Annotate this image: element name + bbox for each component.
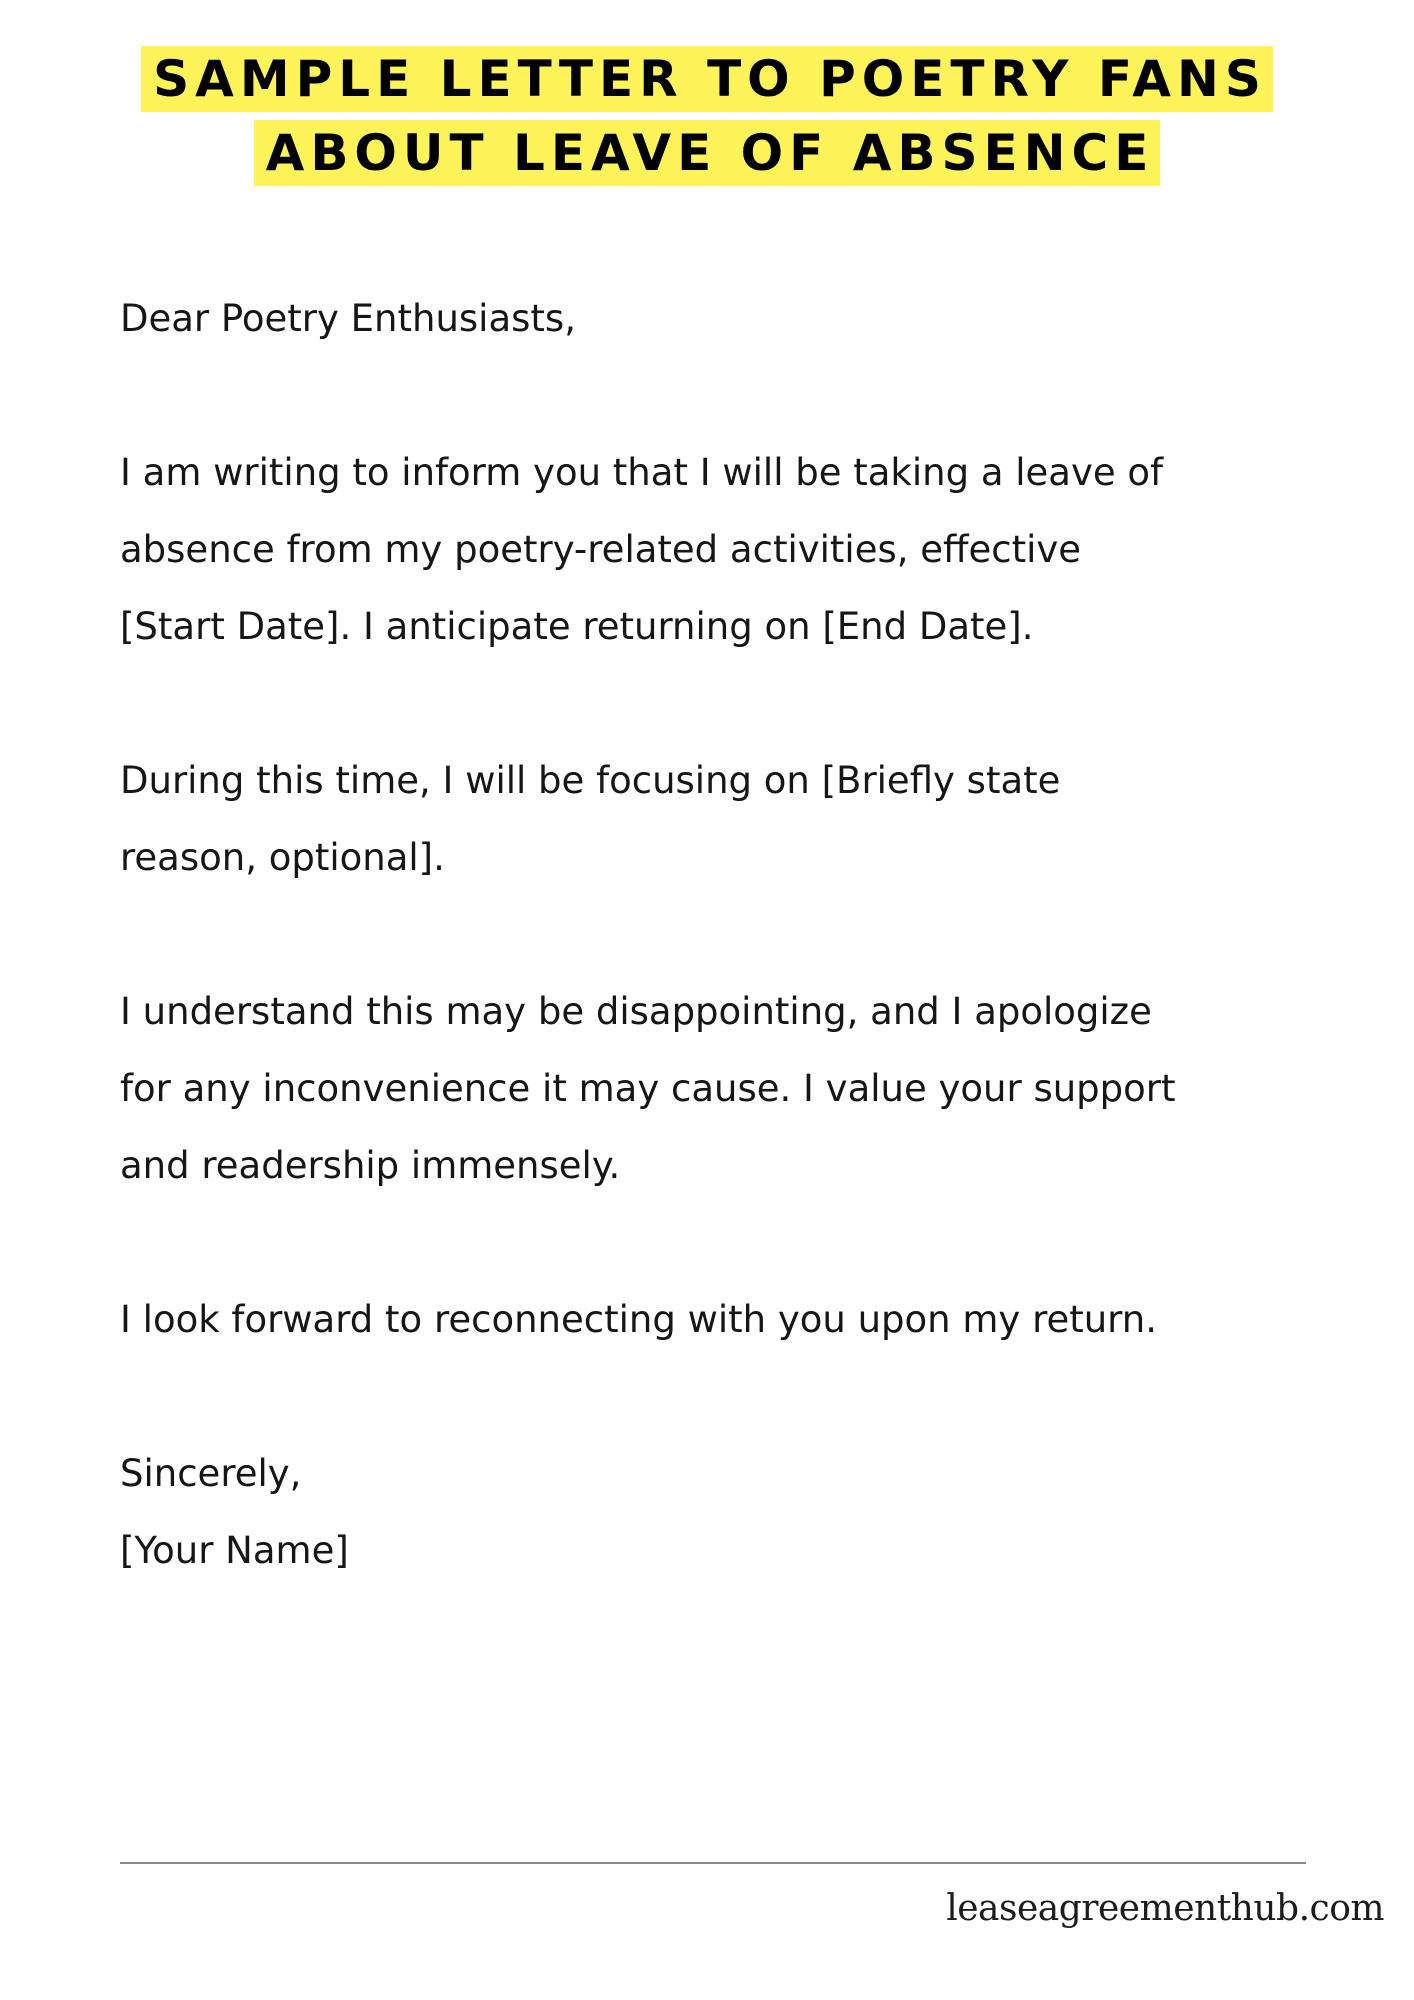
page-title bbox=[0, 46, 1414, 194]
paragraph-apology bbox=[120, 973, 1340, 1204]
footer-site-name: leaseagreementhub.com bbox=[946, 1888, 1384, 1929]
title-text-line-1: SAMPLE LETTER TO POETRY FANS bbox=[141, 46, 1273, 112]
title-line-2 bbox=[0, 120, 1414, 186]
paragraph-spacer bbox=[120, 357, 1340, 434]
paragraph-spacer bbox=[120, 1204, 1340, 1281]
paragraph-line: During this time, I will be focusing on [Briefly state bbox=[120, 759, 1061, 802]
paragraph-return: I look forward to reconnecting with you upon my return. bbox=[120, 1298, 1157, 1341]
paragraph-line: absence from my poetry-related activities, effective bbox=[120, 528, 1082, 571]
paragraph-spacer bbox=[120, 665, 1340, 742]
closing: Sincerely, bbox=[120, 1452, 302, 1495]
footer-divider bbox=[120, 1862, 1306, 1864]
signature: [Your Name] bbox=[120, 1529, 349, 1572]
letter-body bbox=[120, 280, 1340, 1589]
salutation: Dear Poetry Enthusiasts, bbox=[120, 297, 576, 340]
paragraph-line: for any inconvenience it may cause. I value your support bbox=[120, 1067, 1176, 1110]
paragraph-spacer bbox=[120, 896, 1340, 973]
paragraph-line: reason, optional]. bbox=[120, 836, 445, 879]
title-line-1 bbox=[0, 46, 1414, 112]
paragraph-line: and readership immensely. bbox=[120, 1144, 621, 1187]
paragraph-leave-notice bbox=[120, 434, 1340, 665]
title-text-line-2: ABOUT LEAVE OF ABSENCE bbox=[254, 120, 1161, 186]
paragraph-spacer bbox=[120, 1358, 1340, 1435]
paragraph-line: [Start Date]. I anticipate returning on [End Date]. bbox=[120, 605, 1034, 648]
paragraph-line: I understand this may be disappointing, and I apologize bbox=[120, 990, 1152, 1033]
paragraph-reason bbox=[120, 742, 1340, 896]
paragraph-line: I am writing to inform you that I will be taking a leave of bbox=[120, 451, 1164, 494]
